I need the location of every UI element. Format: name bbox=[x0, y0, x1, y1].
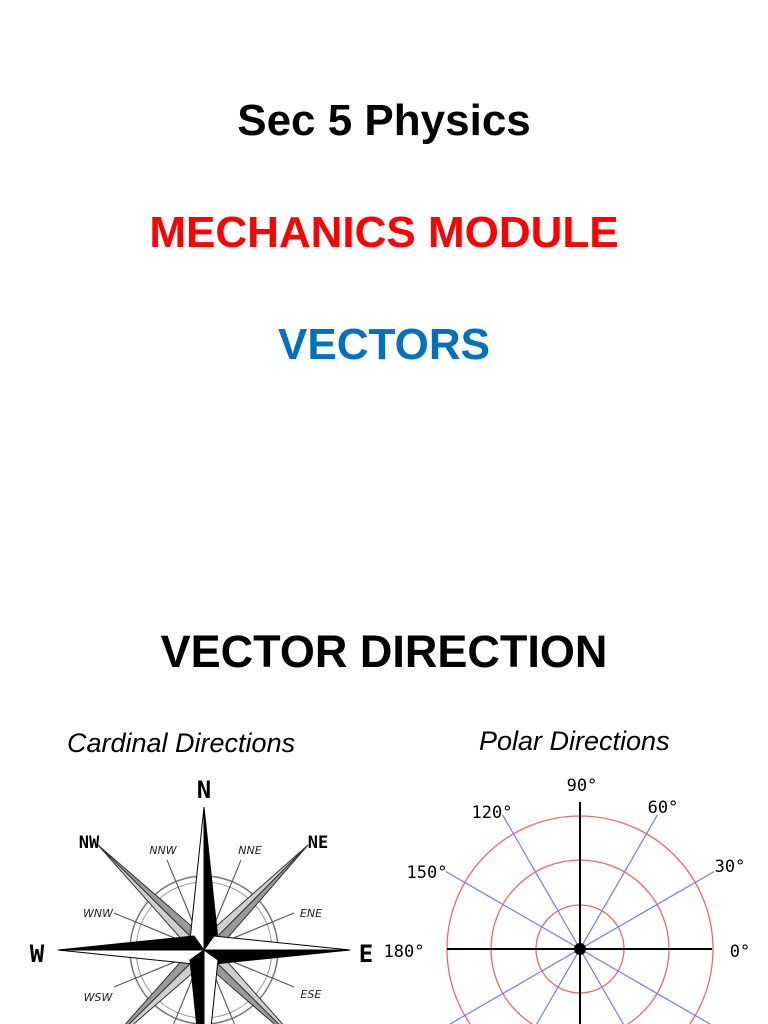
label-ne: NE bbox=[307, 833, 329, 853]
label-nne: NNE bbox=[238, 844, 262, 857]
label-nw: NW bbox=[78, 833, 100, 853]
polar-origin bbox=[574, 943, 586, 955]
label-w: W bbox=[29, 940, 45, 968]
section-heading: VECTOR DIRECTION bbox=[160, 626, 608, 677]
polar-label-180: 180° bbox=[383, 942, 425, 962]
slide-title: Sec 5 Physics bbox=[237, 96, 531, 145]
polar-label-150: 150° bbox=[406, 863, 448, 883]
label-wnw: WNW bbox=[83, 907, 113, 920]
label-wsw: WSW bbox=[83, 991, 113, 1004]
polar-label-120: 120° bbox=[471, 803, 513, 823]
label-n: N bbox=[196, 776, 212, 804]
label-e: E bbox=[358, 940, 374, 968]
polar-label-0: 0° bbox=[729, 942, 751, 962]
topic-title: VECTORS bbox=[278, 320, 490, 369]
polar-label-60: 60° bbox=[647, 798, 679, 818]
label-ene: ENE bbox=[299, 907, 323, 920]
polar-label-90: 90° bbox=[566, 776, 598, 796]
polar-caption: Polar Directions bbox=[479, 726, 670, 756]
label-nnw: NNW bbox=[149, 844, 177, 857]
polar-label-30: 30° bbox=[714, 857, 746, 877]
label-ese: ESE bbox=[300, 988, 322, 1001]
cardinal-caption: Cardinal Directions bbox=[67, 728, 296, 758]
module-title: MECHANICS MODULE bbox=[149, 208, 619, 257]
